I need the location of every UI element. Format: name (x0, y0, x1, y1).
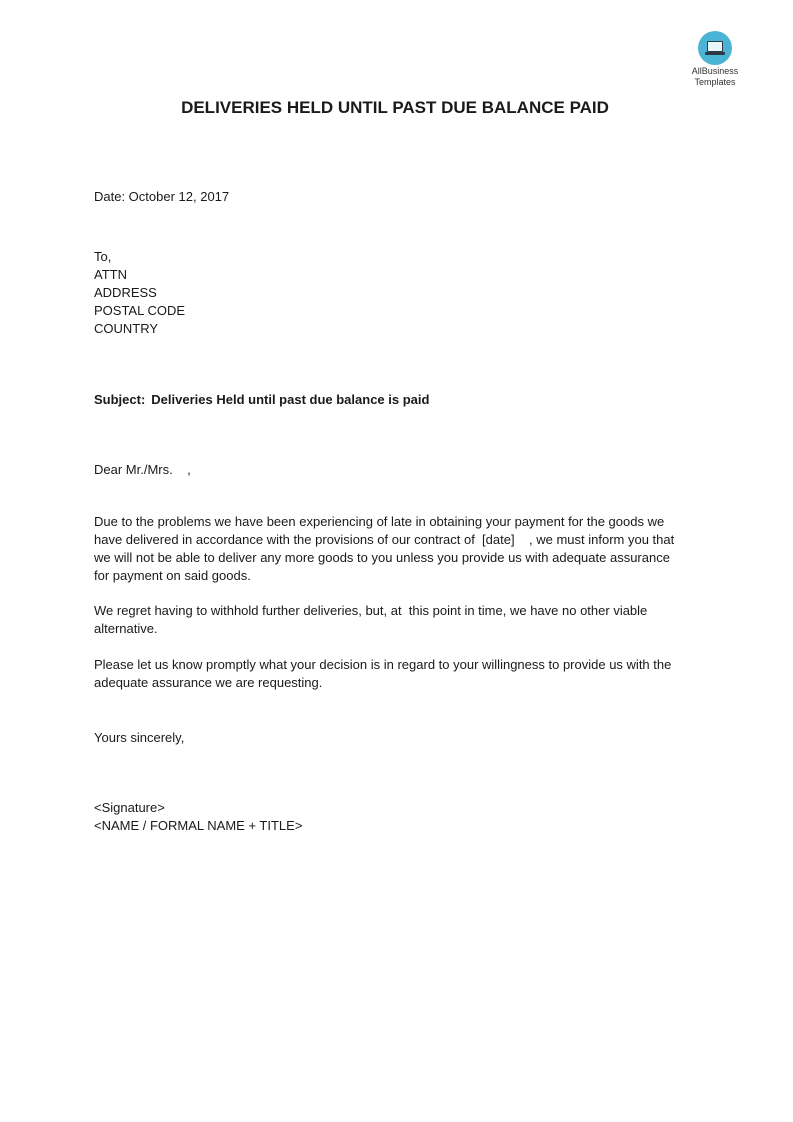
salutation: Dear Mr./Mrs. , (94, 462, 191, 477)
body-paragraph-1-line-2: have delivered in accordance with the provisions of our contract of [date] , we must inform you that (94, 532, 675, 547)
logo-line-1: AllBusiness (691, 66, 739, 76)
body-paragraph-3-line-1: Please let us know promptly what your decision is in regard to your willingness to provide us with the (94, 657, 672, 672)
brand-logo (680, 31, 750, 87)
logo-line-2: Templates (694, 77, 736, 87)
address-to: To, (94, 249, 112, 264)
address-postal-code: POSTAL CODE (94, 303, 186, 318)
address-country: COUNTRY (94, 321, 159, 336)
subject-line (94, 391, 429, 409)
body-paragraph-1-line-1: Due to the problems we have been experiencing of late in obtaining your payment for the goods we (94, 514, 665, 529)
signature-placeholder: <Signature> (94, 800, 165, 815)
body-paragraph-1-line-4: for payment on said goods. (94, 568, 251, 583)
letter-date: Date: October 12, 2017 (94, 189, 230, 204)
body-paragraph-3-line-2: adequate assurance we are requesting. (94, 675, 323, 690)
document-title: DELIVERIES HELD UNTIL PAST DUE BALANCE PAID (181, 98, 609, 117)
body-paragraph-1-line-3: we will not be able to deliver any more goods to you unless you provide us with adequate assurance (94, 550, 670, 565)
laptop-icon (698, 31, 732, 65)
subject-text: Deliveries Held until past due balance is paid (151, 392, 430, 407)
body-paragraph-2-line-1: We regret having to withhold further deliveries, but, at this point in time, we have no other viable (94, 603, 648, 618)
subject-label: Subject: (94, 392, 146, 407)
closing: Yours sincerely, (94, 730, 185, 745)
address-line: ADDRESS (94, 285, 157, 300)
name-title-placeholder: <NAME / FORMAL NAME + TITLE> (94, 818, 303, 833)
body-paragraph-2-line-2: alternative. (94, 621, 158, 636)
address-attn: ATTN (94, 267, 127, 282)
